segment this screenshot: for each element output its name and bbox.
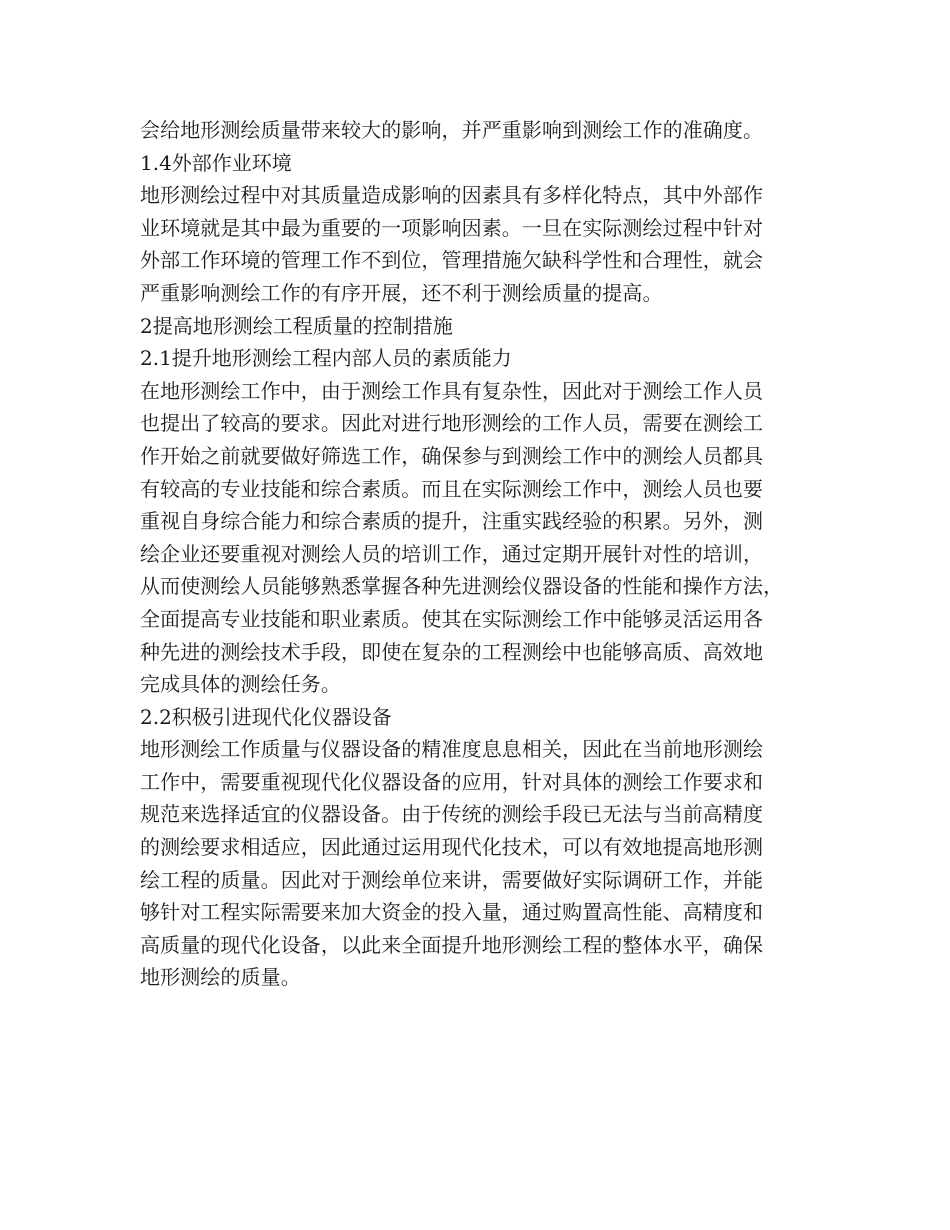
paragraph-line: 规范来选择适宜的仪器设备。由于传统的测绘手段已无法与当前高精度	[140, 802, 764, 827]
section-heading-2-1: 2.1提升地形测绘工程内部人员的素质能力	[140, 346, 512, 371]
paragraph-line: 作开始之前就要做好筛选工作，确保参与到测绘工作中的测绘人员都具	[140, 443, 764, 468]
paragraph-line: 高质量的现代化设备，以此来全面提升地形测绘工程的整体水平，确保	[140, 932, 764, 957]
paragraph-line: 绘工程的质量。因此对于测绘单位来讲，需要做好实际调研工作，并能	[140, 867, 764, 892]
paragraph-line: 严重影响测绘工作的有序开展，还不利于测绘质量的提高。	[140, 280, 663, 305]
paragraph-line: 业环境就是其中最为重要的一项影响因素。一旦在实际测绘过程中针对	[140, 215, 764, 240]
paragraph-line: 有较高的专业技能和综合素质。而且在实际测绘工作中，测绘人员也要	[140, 476, 764, 501]
section-heading-1-4: 1.4外部作业环境	[140, 150, 292, 175]
paragraph-line: 地形测绘工作质量与仪器设备的精准度息息相关，因此在当前地形测绘	[140, 737, 764, 762]
paragraph-line: 够针对工程实际需要来加大资金的投入量，通过购置高性能、高精度和	[140, 900, 764, 925]
paragraph-line: 从而使测绘人员能够熟悉掌握各种先进测绘仪器设备的性能和操作方法，	[140, 574, 784, 599]
paragraph-line: 绘企业还要重视对测绘人员的培训工作，通过定期开展针对性的培训，	[140, 541, 764, 566]
paragraph-line: 全面提高专业技能和职业素质。使其在实际测绘工作中能够灵活运用各	[140, 606, 764, 631]
paragraph-line: 会给地形测绘质量带来较大的影响，并严重影响到测绘工作的准确度。	[140, 118, 764, 142]
section-heading-2-2: 2.2积极引进现代化仪器设备	[140, 704, 392, 729]
paragraph-line: 种先进的测绘技术手段，即使在复杂的工程测绘中也能够高质、高效地	[140, 639, 764, 664]
paragraph-line: 的测绘要求相适应，因此通过运用现代化技术，可以有效地提高地形测	[140, 835, 764, 860]
paragraph-line: 在地形测绘工作中，由于测绘工作具有复杂性，因此对于测绘工作人员	[140, 378, 764, 403]
paragraph-line: 地形测绘的质量。	[140, 965, 301, 990]
paragraph-line: 外部工作环境的管理工作不到位，管理措施欠缺科学性和合理性，就会	[140, 248, 764, 273]
paragraph-line: 工作中，需要重视现代化仪器设备的应用，针对具体的测绘工作要求和	[140, 769, 764, 794]
document-body	[140, 114, 830, 994]
paragraph-line: 重视自身综合能力和综合素质的提升，注重实践经验的积累。另外，测	[140, 509, 764, 534]
paragraph-line: 地形测绘过程中对其质量造成影响的因素具有多样化特点，其中外部作	[140, 183, 764, 208]
paragraph-line: 也提出了较高的要求。因此对进行地形测绘的工作人员，需要在测绘工	[140, 411, 764, 436]
section-heading-2: 2提高地形测绘工程质量的控制措施	[140, 313, 453, 338]
paragraph-line: 完成具体的测绘任务。	[140, 672, 341, 697]
